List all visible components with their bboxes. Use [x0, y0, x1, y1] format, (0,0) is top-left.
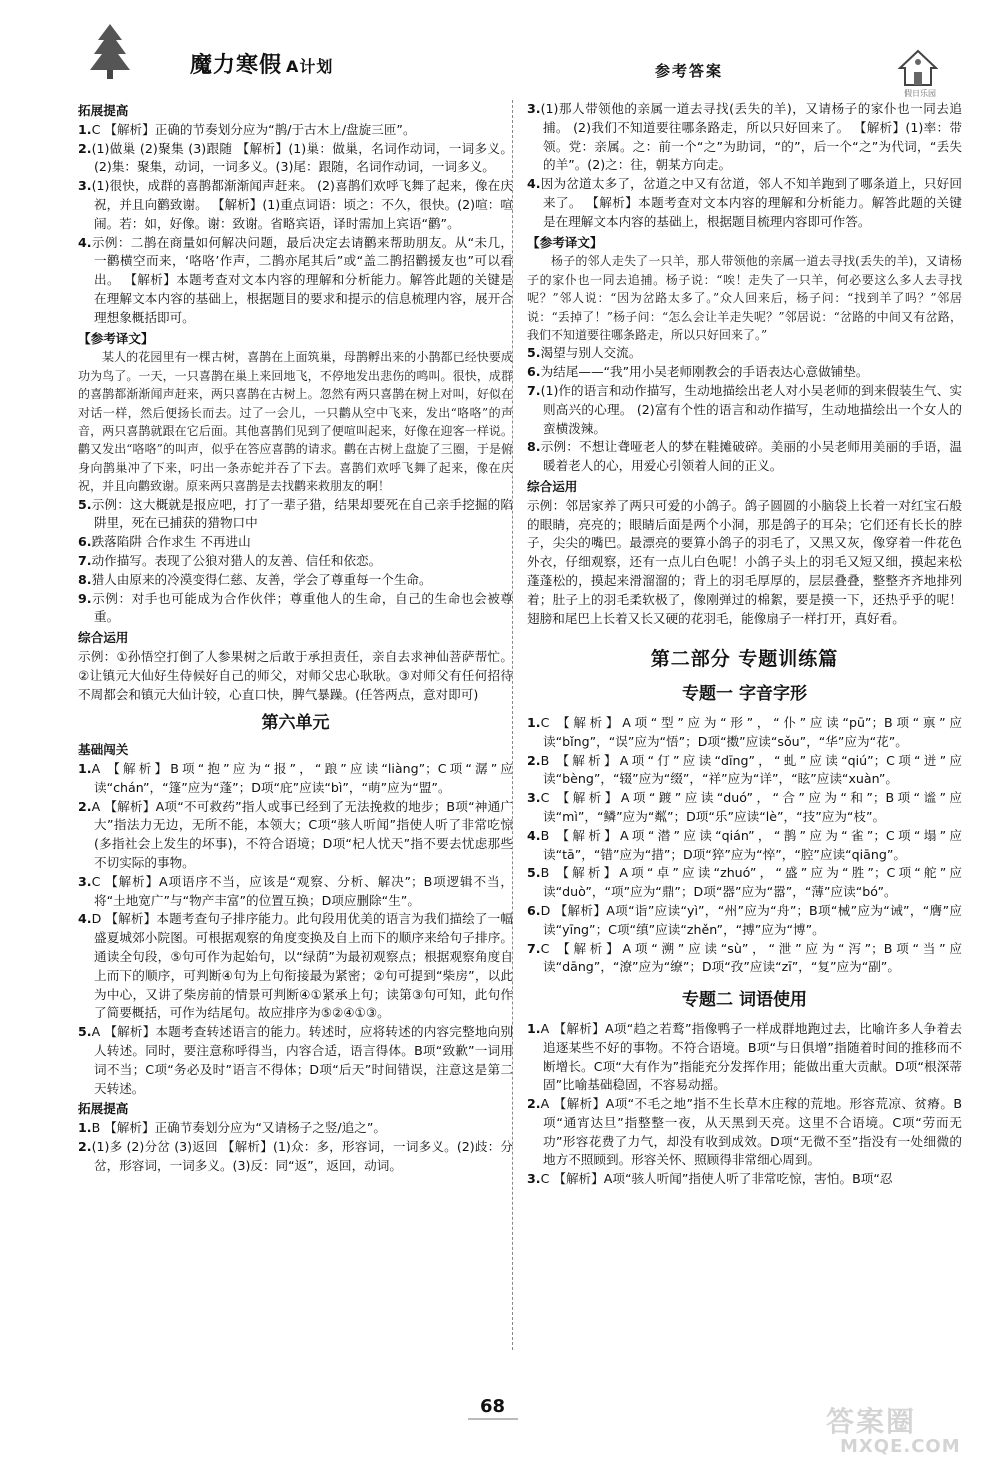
watermark-url: MXQE.COM [840, 1436, 961, 1457]
item-text: (1)做巢 (2)聚集 (3)跟随 【解析】(1)巢：做巢，名词作动词，一词多义。(2)集：聚集，动词，一词多义。(3)尾：跟随，名词作动词，一词多义。 [91, 140, 513, 175]
unit-heading: 第六单元 [261, 713, 330, 734]
section-subheading: 拓展提高 [78, 1101, 129, 1117]
section-subheading: 【参考译文】 [527, 234, 603, 250]
item-number: 1. [78, 760, 92, 776]
item-number: 6. [527, 902, 541, 918]
item-number: 7. [527, 383, 541, 398]
answer-item [78, 234, 513, 328]
item-text: 为结尾——“我”用小吴老师刚教会的手语表达心意做铺垫。 [540, 364, 869, 380]
item-text: C 【解析】A项“型”应为“形”，“仆”应读“pū”；B项“禀”应读“bǐng”，“误”应为“悟”；D项“擞”应读“sǒu”，“华”应为“花”。 [540, 714, 962, 749]
item-number: 2. [527, 752, 541, 768]
item-number: 4. [78, 911, 92, 927]
item-number: 3. [527, 1171, 541, 1187]
item-text: C 【解析】A项“溯”应读“sù”，“泄”应为“泻”；B项“当”应读“dāng”，“潦”应为“缭”；D项“孜”应读“zī”，“复”应为“副”。 [540, 940, 962, 975]
page-title: 参考答案 [655, 62, 724, 80]
answer-item [527, 902, 962, 940]
item-number: 7. [527, 940, 541, 956]
part-heading: 第二部分 专题训练篇 [650, 648, 839, 671]
item-text: B 【解析】A项“潜”应读“qián”，“鹊”应为“雀”；C项“塌”应读“tā”，“错”应为“措”；D项“猝”应为“悴”，“腔”应读“qiāng”。 [540, 827, 962, 862]
item-text: C 【解析】A项“踱”应读“duó”，“合”应为“和”；B项“谧”应读“mì”，“鳞”应为“粼”；D项“乐”应读“lè”，“技”应为“枝”。 [540, 790, 962, 824]
item-number: 5. [78, 1024, 92, 1040]
item-number: 6. [527, 364, 541, 380]
brand-name: 魔力寒假 [190, 53, 283, 78]
item-number: 5. [527, 345, 541, 361]
item-text: B 【解析】A项“仃”应读“dīng”，“虬”应读“qiú”；C项“迸”应读“bèng”，“辍”应为“缀”，“祥”应为“详”，“眩”应读“xuàn”。 [540, 752, 962, 787]
item-text: 跌落陷阱 合作求生 不再进山 [91, 534, 251, 550]
item-text: 示例：这大概就是报应吧，打了一辈子猎，结果却要死在自己亲手挖掘的陷阱里，死在已捕获的猎物口中 [91, 496, 513, 531]
answer-item [527, 752, 962, 790]
right-column [527, 100, 962, 1189]
answer-item [527, 1020, 962, 1095]
answer-item [527, 940, 962, 978]
answer-item [78, 177, 513, 233]
item-number: 9. [78, 590, 92, 606]
item-text: C 【解析】A项语序不当，应该是“观察、分析、解决”；B项逻辑不当，将“土地宽广”与“物产丰富”的位置互换；D项应删除“生”。 [91, 873, 513, 908]
item-text: 因为岔道太多了，岔道之中又有岔道，邻人不知羊跑到了哪条道上，只好回来了。 【解析】本题考查对文本内容的理解和分析能力。解答此题的关键是在理解文本内容的基础上，根据题目梳理内容即可作答。 [540, 176, 962, 229]
item-text: 示例：对手也可能成为合作伙伴；尊重他人的生命，自己的生命也会被尊重。 [91, 590, 513, 625]
answer-paragraph: 示例：邻居家养了两只可爱的小鸽子。鸽子圆圆的小脑袋上长着一对红宝石般的眼睛，亮亮的；眼睛后面是两个小洞，那是鸽子的耳朵；它们还有长长的脖子，尖尖的嘴巴。最漂亮的要算小鸽子的羽毛了，又黑又灰，像穿着一件花色外衣，仔细观察，还有一点儿白色呢！小鸽子头上的羽毛又短又细，摸起来松蓬蓬松的，摸起来滑溜溜的；背上的羽毛厚厚的，层层叠叠，整整齐齐地排列着；肚子上的羽毛柔软极了，像刚弹过的棉絮，要是摸一下，还热乎乎的呢！翅膀和尾巴上长着又长又硬的花羽毛，能像扇子一样打开，真好看。 [527, 497, 962, 626]
watermark-text: 答案圈 [826, 1405, 917, 1438]
item-number: 5. [527, 865, 541, 881]
reference-translation: 某人的花园里有一棵古树，喜鹊在上面筑巢，母鹊孵出来的小鹊都已经快要成功为鸟了。一天，一只喜鹊在巢上来回地飞，不停地发出悲伤的鸣叫。很快，成群的喜鹊都渐渐闻声赶来，两只喜鹊在古树上。忽然有两只喜鹊在树上对叫，好似在对话一样，然后便扬长而去。过了一会儿，一只鹳从空中飞来，发出“咯咯”的声音，两只喜鹊就跟在它后面。其他喜鹊们见到了便喧叫起来，好像在迎客一样说。鹳又发出“咯咯”的叫声，似乎在答应喜鹊的请求。鹳在古树上盘旋了三圈，于是俯身向鹊巢冲了下来，叼出一条赤蛇并吞了下去。喜鹊们欢呼飞舞了起来，像在庆祝，并且向鹳致谢。原来两只喜鹊是去找鹳来救朋友的啊！ [78, 350, 513, 494]
answer-item [78, 140, 513, 178]
item-number: 6. [78, 534, 92, 550]
answer-item [78, 533, 513, 552]
answer-item [78, 798, 513, 873]
item-number: 4. [78, 234, 92, 250]
answer-item [527, 1095, 962, 1170]
house-icon [898, 48, 938, 88]
pine-tree-icon [90, 22, 130, 80]
left-column [78, 100, 513, 1176]
section-subheading: 基础闯关 [78, 742, 129, 758]
item-number: 1. [78, 121, 92, 137]
item-text: 渴望与别人交流。 [540, 345, 642, 361]
answer-item [78, 760, 513, 798]
item-number: 1. [527, 1020, 541, 1036]
brand-title [190, 48, 333, 79]
item-text: D 【解析】A项“诣”应读“yì”，“州”应为“舟”；B项“械”应为“诫”，“膺”应读“yīng”；C项“缜”应读“zhěn”，“搏”应为“博”。 [540, 902, 962, 937]
answer-item [78, 121, 513, 140]
watermark [826, 1400, 996, 1458]
answer-item [78, 910, 513, 1023]
item-number: 2. [527, 1096, 541, 1112]
section-subheading: 综合运用 [527, 478, 578, 494]
item-text: 动作描写。表现了公狼对猎人的友善、信任和依恋。 [91, 553, 382, 568]
item-number: 1. [78, 1120, 92, 1136]
item-text: (1)多 (2)分岔 (3)返回 【解析】(1)众：多，形容词，一词多义。(2)歧：分岔，形容词，一词多义。(3)反：同“返”，返回，动词。 [91, 1138, 513, 1173]
item-text: D 【解析】本题考查句子排序能力。此句段用优美的语言为我们描绘了一幅盛夏城郊小院图。可根据观察的角度变换及自上而下的顺序来给句子排序。通读全句段，⑤句可作为起始句，以“绿荫”为最初观察点；根据观察角度自上而下的顺序，可判断④句为上句衔接最为紧密；②句可提到“柴房”，以此为中心，又讲了柴房前的情景可判断④①紧承上句；读第③句可知，此句作了简要概括，可作为结尾句。故应排序为⑤②④①③。 [91, 911, 513, 1021]
item-text: C 【解析】正确的节奏划分应为“鹊/于古木上/盘旋三匝”。 [91, 121, 416, 137]
topic-heading: 专题一 字音字形 [682, 684, 807, 705]
answer-item [78, 496, 513, 534]
section-subheading: 综合运用 [78, 630, 129, 646]
answer-item [527, 363, 962, 382]
page-header [0, 0, 1000, 100]
item-text: (1)作的语言和动作描写，生动地描绘出老人对小吴老师的到来假装生气、实则高兴的心理。 (2)富有个性的语言和动作描写，生动地描绘出一个女人的蛮横泼辣。 [540, 383, 962, 436]
item-text: A 【解析】B项“抱”应为“报”，“踉”应读“liàng”；C项“潺”应读“chán”，“篷”应为“蓬”；D项“庇”应读“bì”，“萌”应为“盟”。 [91, 760, 513, 795]
item-number: 3. [527, 101, 541, 116]
item-number: 4. [527, 827, 541, 843]
item-text: A 【解析】A项“不毛之地”指不生长草木庄稼的荒地。形容荒凉、贫瘠。B项“通宵达旦”指整整一夜，从天黑到天亮。这里不合语境。C项“劳而无功”形容花费了力气，却没有收到成效。D项“无微不至”指没有一处细微的地方不照顾到。形容关怀、照顾得非常细心周到。 [540, 1096, 962, 1168]
answer-item [527, 175, 962, 231]
answer-item [527, 100, 962, 175]
item-text: 示例：不想让聋哑老人的梦在鞋摊破碎。美丽的小吴老师用美丽的手语，温暖着老人的心，用爱心引领着人间的正义。 [540, 439, 962, 474]
answer-item [78, 1023, 513, 1098]
answer-item [78, 571, 513, 590]
item-text: A 【解析】A项“趋之若鹜”指像鸭子一样成群地跑过去，比喻许多人争着去追逐某些不好的事物。不符合语境。B项“与日俱增”指随着时间的推移而不断增长。C项“大有作为”指能充分发挥作用；能做出重大贡献。D项“根深蒂固”比喻基础稳固，不容易动摇。 [540, 1020, 962, 1093]
answer-item [78, 552, 513, 571]
item-text: A 【解析】本题考查转述语言的能力。转述时，应将转述的内容完整地向别人转述。同时，要注意称呼得当，内容合适，语言得体。B项“致歉”一词用词不当；C项“务必及时”语言不得体；D项“后天”时间错误，注意这是第二天转述。 [91, 1024, 513, 1096]
item-number: 3. [78, 178, 92, 194]
answer-item [527, 1170, 962, 1189]
page-number: 68 [480, 1396, 506, 1417]
brand-plan: A计划 [286, 57, 334, 76]
item-text: 示例：二鹊在商量如何解决问题，最后决定去请鹳来帮助朋友。从“未几，一鹳横空而来，‘咯咯’作声，二鹊亦尾其后”或“盖二鹊招鹳援友也”可以看出。 【解析】本题考查对文本内容的理解和分析能力。解答此题的关键是在理解文本内容的基础上，根据题目的要求和提示的信息梳理内容，展开合理想象概括即可。 [91, 234, 513, 325]
section-subheading: 拓展提高 [78, 103, 129, 118]
item-text: A 【解析】A项“不可救药”指人或事已经到了无法挽救的地步；B项“神通广大”指法力无边，无所不能，本领大；C项“骇人听闻”指使人听了非常吃惊(多指社会上发生的坏事)，不符合语境；D项“杞人忧天”指不要去忧虑那些不切实际的事物。 [91, 798, 513, 870]
logo-tag: 假日乐园 [904, 89, 936, 98]
answer-paragraph: 示例：①孙悟空打倒了人参果树之后敢于承担责任，亲自去求神仙菩萨帮忙。②让镇元大仙好生侍候好自己的师父，对师父忠心耿耿。③对师父有任何招待不周都会和镇元大仙计较，心直口快，脾气暴躁。(任答两点，意对即可) [78, 648, 513, 702]
answer-item [78, 1138, 513, 1176]
item-text: B 【解析】A项“卓”应读“zhuó”，“盛”应为“胜”；C项“舵”应读“duò”，“项”应为“鼎”；D项“器”应为“嚣”，“薄”应读“bó”。 [540, 865, 962, 900]
topic-heading: 专题二 词语使用 [682, 990, 807, 1011]
page-number-decoration [468, 1418, 518, 1420]
item-text: B 【解析】正确节奏划分应为“又请杨子之竖/追之”。 [91, 1120, 386, 1136]
answer-item [78, 1119, 513, 1138]
item-number: 2. [78, 140, 92, 156]
answer-item [527, 827, 962, 865]
item-number: 2. [78, 1138, 92, 1154]
answer-item [527, 438, 962, 476]
item-number: 8. [527, 439, 541, 455]
item-number: 7. [78, 553, 92, 568]
section-subheading: 【参考译文】 [78, 330, 154, 346]
answer-item [527, 864, 962, 902]
answer-item [527, 382, 962, 438]
item-text: (1)很快，成群的喜鹊都渐渐闻声赶来。 (2)喜鹊们欢呼飞舞了起来，像在庆祝，并且向鹳致谢。 【解析】(1)重点词语：顷之：不久，很快。(2)喧：喧闹。若：如，好像。谢：致谢。省略宾语，译时需加上宾语“鹳”。 [91, 178, 513, 231]
item-text: 猎人由原来的冷漠变得仁慈、友善，学会了尊重每一个生命。 [91, 571, 432, 587]
item-number: 1. [527, 714, 541, 730]
item-number: 8. [78, 571, 92, 587]
answer-item [78, 873, 513, 911]
reference-translation: 杨子的邻人走失了一只羊，那人带领他的亲属一道去寻找(丢失的羊)，又请杨子的家仆也一同去追捕。杨子说：“唉！走失了一只羊，何必要这么多人去寻找呢？”邻人说：“因为岔路太多了。”众人回来后，杨子问：“找到羊了吗？”邻居说：“丢掉了！”杨子问：“怎么会让羊走失呢？”邻居说：“岔路的中间又有岔路，我们不知道要往哪条路走，所以只好回来了。” [527, 254, 962, 342]
answer-item [527, 789, 962, 827]
answer-item [527, 714, 962, 752]
item-number: 2. [78, 798, 92, 814]
item-number: 5. [78, 496, 92, 512]
item-text: C 【解析】A项“骇人听闻”指使人听了非常吃惊，害怕。B项“忍 [540, 1171, 893, 1187]
answer-item [78, 590, 513, 628]
answer-item [527, 344, 962, 363]
column-divider [512, 100, 513, 1350]
item-number: 4. [527, 176, 541, 192]
item-text: (1)那人带领他的亲属一道去寻找(丢失的羊)，又请杨子的家仆也一同去追捕。 (2)我们不知道要往哪条路走，所以只好回来了。 【解析】(1)率：带领。党：亲属。之：前一个“之”为助词，“的”，后一个“之”为代词，“丢失的羊”。(2)之：往，朝某方向走。 [540, 101, 962, 173]
item-number: 3. [527, 790, 541, 806]
item-number: 3. [78, 873, 92, 889]
